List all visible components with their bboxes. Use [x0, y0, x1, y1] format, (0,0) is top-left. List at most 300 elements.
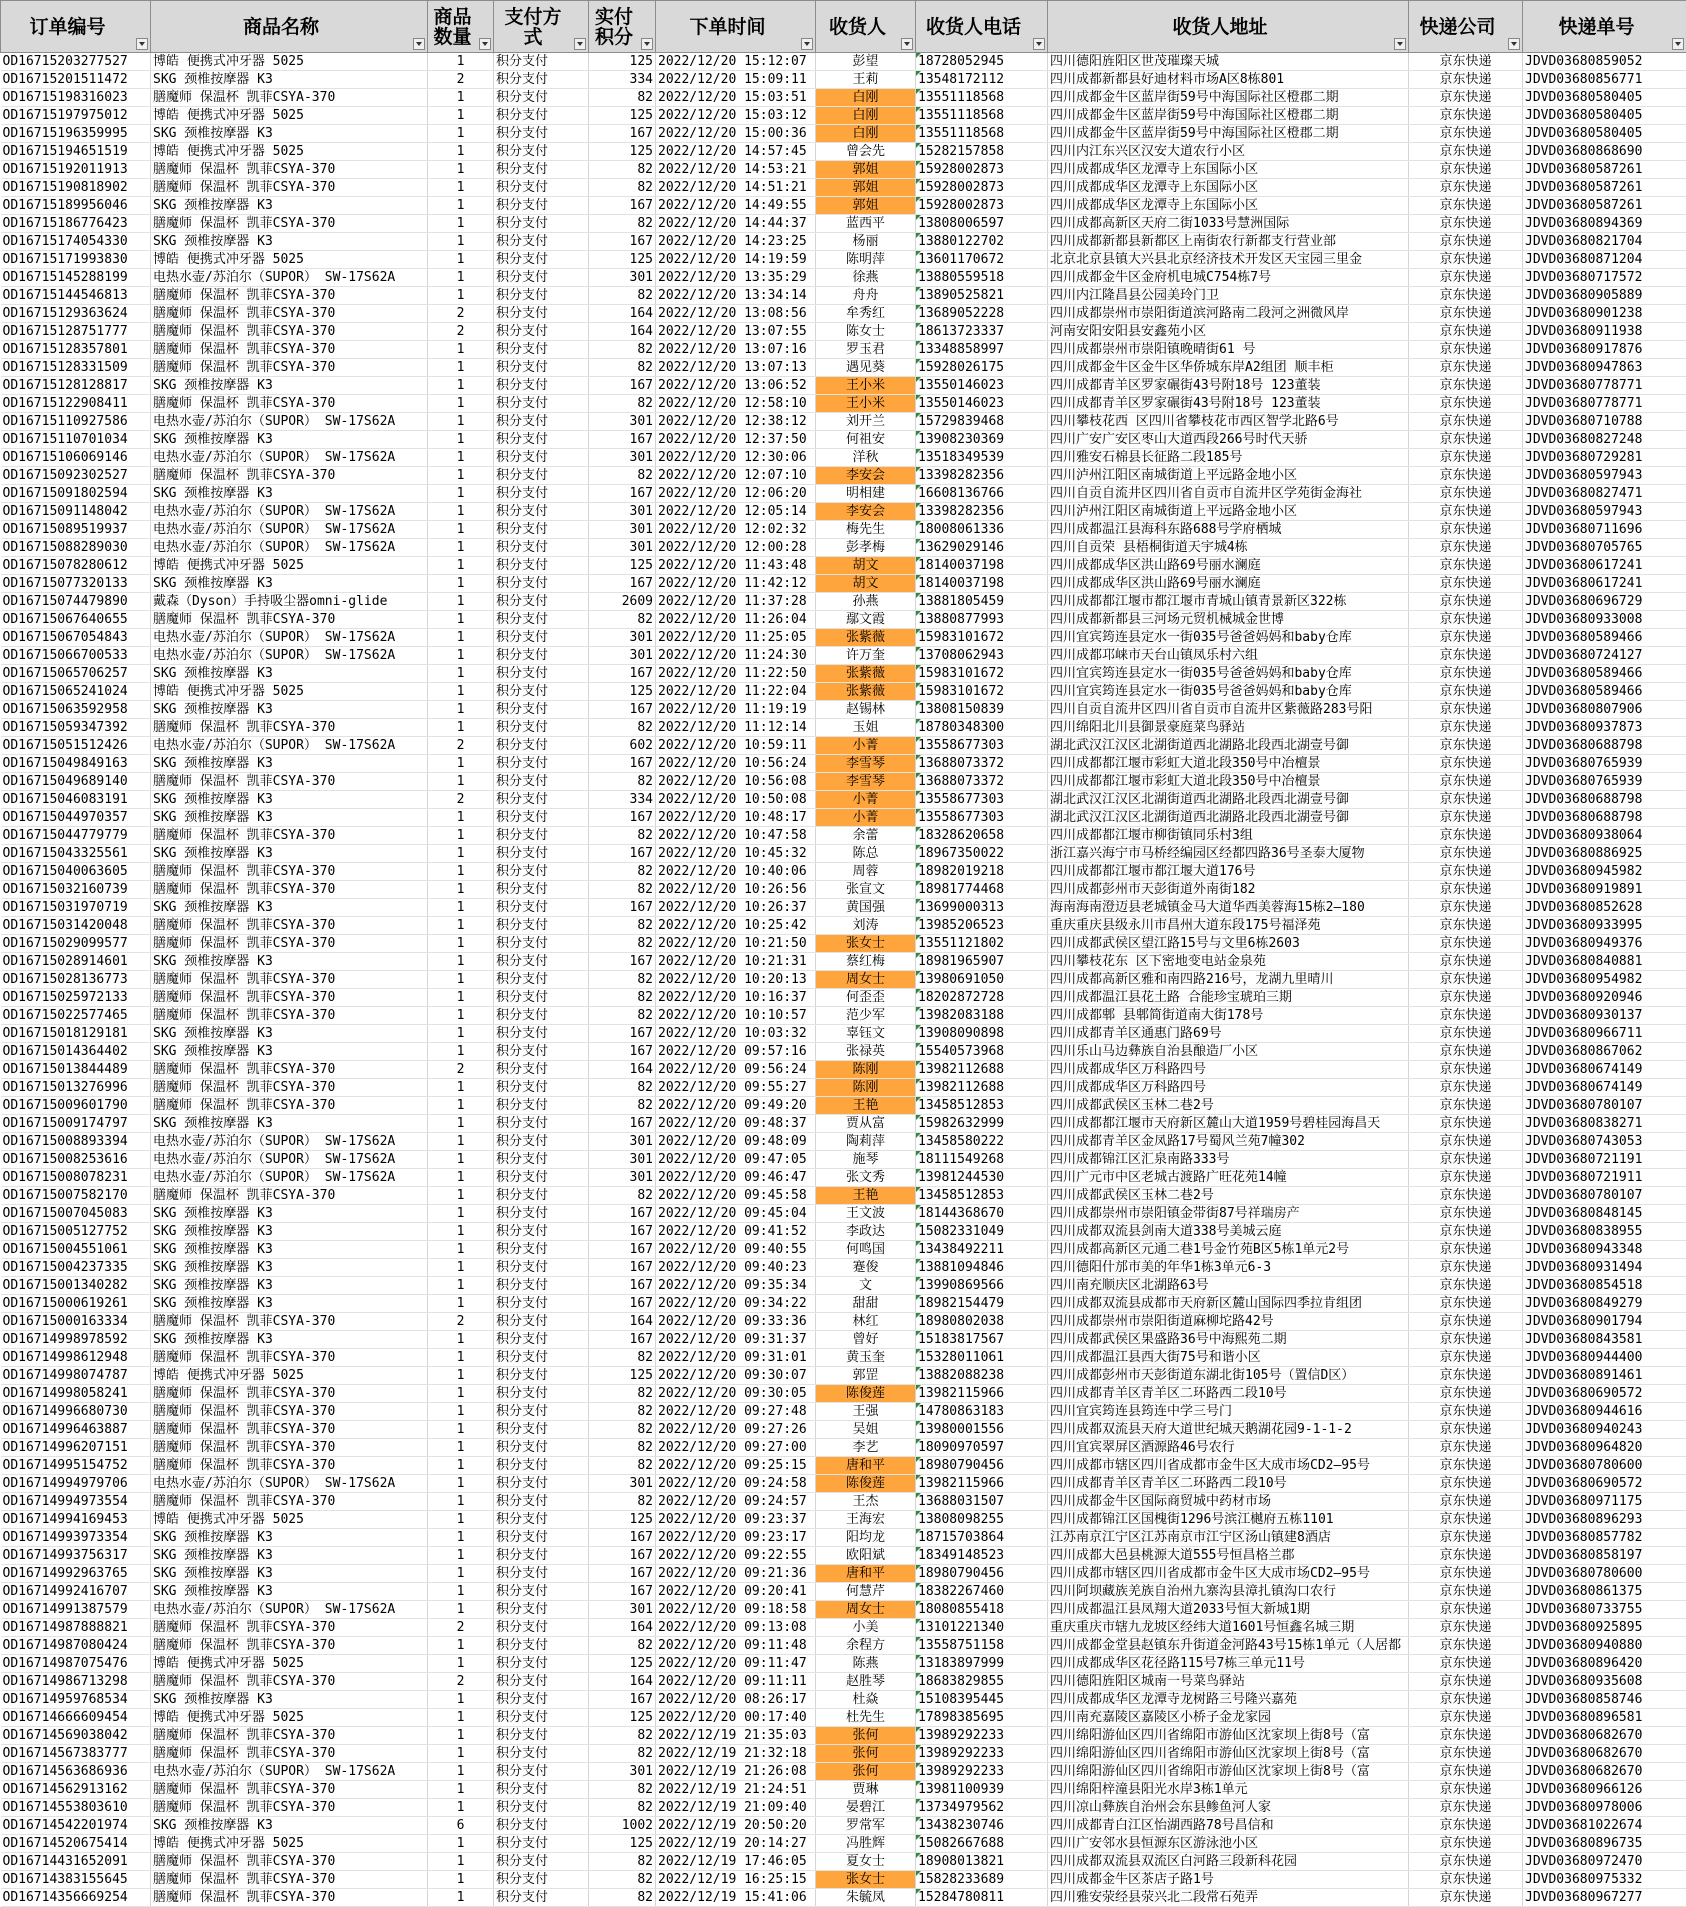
- points-cell[interactable]: 164: [589, 1619, 656, 1637]
- order-time-cell[interactable]: 2022/12/20 11:22:04: [656, 683, 816, 701]
- quantity-cell[interactable]: 1: [428, 1133, 494, 1151]
- quantity-cell[interactable]: 2: [428, 1313, 494, 1331]
- order-time-cell[interactable]: 2022/12/20 15:03:51: [656, 89, 816, 107]
- order-time-cell[interactable]: 2022/12/20 09:31:01: [656, 1349, 816, 1367]
- courier-cell[interactable]: 京东快递: [1409, 1493, 1523, 1511]
- product-name-cell[interactable]: 膳魔师 保温杯 凯菲CSYA-370: [151, 359, 428, 377]
- tracking-number-cell[interactable]: JDVD03680937873: [1523, 719, 1686, 737]
- address-cell[interactable]: 四川德阳旌阳区世茂璀璨天城: [1048, 53, 1409, 71]
- recipient-cell[interactable]: 何祖安: [816, 431, 916, 449]
- address-cell[interactable]: 四川成都都江堰市都江堰大道176号: [1048, 863, 1409, 881]
- order-time-cell[interactable]: 2022/12/19 21:32:18: [656, 1745, 816, 1763]
- tracking-number-cell[interactable]: JDVD03680597943: [1523, 467, 1686, 485]
- points-cell[interactable]: 301: [589, 1475, 656, 1493]
- quantity-cell[interactable]: 2: [428, 1619, 494, 1637]
- payment-method-cell[interactable]: 积分支付: [494, 1601, 589, 1619]
- quantity-cell[interactable]: 1: [428, 989, 494, 1007]
- order-id-cell[interactable]: OD16715129363624: [1, 305, 151, 323]
- quantity-cell[interactable]: 1: [428, 1799, 494, 1817]
- tracking-number-cell[interactable]: JDVD03680682670: [1523, 1727, 1686, 1745]
- address-cell[interactable]: 四川雅安荥经县荥兴北二段常石苑弄: [1048, 1889, 1409, 1907]
- quantity-cell[interactable]: 1: [428, 1727, 494, 1745]
- product-name-cell[interactable]: SKG 颈椎按摩器 K3: [151, 575, 428, 593]
- phone-cell[interactable]: 13980691050: [916, 971, 1048, 989]
- points-cell[interactable]: 167: [589, 1259, 656, 1277]
- product-name-cell[interactable]: SKG 颈椎按摩器 K3: [151, 755, 428, 773]
- points-cell[interactable]: 301: [589, 269, 656, 287]
- address-cell[interactable]: 四川宜宾筠连县定水一街035号爸爸妈妈和baby仓库: [1048, 683, 1409, 701]
- address-cell[interactable]: 四川成都崇州市崇阳街道麻柳坨路42号: [1048, 1313, 1409, 1331]
- payment-method-cell[interactable]: 积分支付: [494, 1133, 589, 1151]
- address-cell[interactable]: 四川宜宾筠连县定水一街035号爸爸妈妈和baby仓库: [1048, 665, 1409, 683]
- recipient-cell[interactable]: 贾从富: [816, 1115, 916, 1133]
- quantity-cell[interactable]: 1: [428, 359, 494, 377]
- recipient-cell[interactable]: 何鸣国: [816, 1241, 916, 1259]
- phone-cell[interactable]: 15540573968: [916, 1043, 1048, 1061]
- tracking-number-cell[interactable]: JDVD03680674149: [1523, 1061, 1686, 1079]
- order-id-cell[interactable]: OD16714666609454: [1, 1709, 151, 1727]
- quantity-cell[interactable]: 1: [428, 1493, 494, 1511]
- payment-method-cell[interactable]: 积分支付: [494, 1457, 589, 1475]
- address-cell[interactable]: 四川自贡自流井区四川省自贡市自流井区学苑街金海社: [1048, 485, 1409, 503]
- order-id-cell[interactable]: OD16715005127752: [1, 1223, 151, 1241]
- phone-cell[interactable]: 13908090898: [916, 1025, 1048, 1043]
- quantity-cell[interactable]: 1: [428, 1421, 494, 1439]
- address-cell[interactable]: 四川成都成华区龙潭寺上东国际小区: [1048, 179, 1409, 197]
- payment-method-cell[interactable]: 积分支付: [494, 1331, 589, 1349]
- points-cell[interactable]: 125: [589, 1367, 656, 1385]
- order-id-cell[interactable]: OD16715194651519: [1, 143, 151, 161]
- order-id-cell[interactable]: OD16715008893394: [1, 1133, 151, 1151]
- order-time-cell[interactable]: 2022/12/20 09:24:58: [656, 1475, 816, 1493]
- payment-method-cell[interactable]: 积分支付: [494, 1169, 589, 1187]
- address-cell[interactable]: 四川成都成华区龙潭寺上东国际小区: [1048, 161, 1409, 179]
- product-name-cell[interactable]: SKG 颈椎按摩器 K3: [151, 665, 428, 683]
- tracking-number-cell[interactable]: JDVD03680944616: [1523, 1403, 1686, 1421]
- recipient-cell[interactable]: 周女士: [816, 971, 916, 989]
- product-name-cell[interactable]: SKG 颈椎按摩器 K3: [151, 1259, 428, 1277]
- address-cell[interactable]: 四川德阳旌阳区城南一号菜鸟驿站: [1048, 1673, 1409, 1691]
- courier-cell[interactable]: 京东快递: [1409, 1457, 1523, 1475]
- recipient-cell[interactable]: 李政达: [816, 1223, 916, 1241]
- quantity-cell[interactable]: 1: [428, 575, 494, 593]
- payment-method-cell[interactable]: 积分支付: [494, 449, 589, 467]
- product-name-cell[interactable]: 膳魔师 保温杯 凯菲CSYA-370: [151, 179, 428, 197]
- address-cell[interactable]: 重庆重庆县级永川市昌州大道东段175号福泽苑: [1048, 917, 1409, 935]
- product-name-cell[interactable]: SKG 颈椎按摩器 K3: [151, 791, 428, 809]
- courier-cell[interactable]: 京东快递: [1409, 845, 1523, 863]
- quantity-cell[interactable]: 1: [428, 1403, 494, 1421]
- recipient-cell[interactable]: 刘涛: [816, 917, 916, 935]
- payment-method-cell[interactable]: 积分支付: [494, 431, 589, 449]
- phone-cell[interactable]: 13982112688: [916, 1079, 1048, 1097]
- order-time-cell[interactable]: 2022/12/19 21:26:08: [656, 1763, 816, 1781]
- courier-cell[interactable]: 京东快递: [1409, 1367, 1523, 1385]
- quantity-cell[interactable]: 1: [428, 1583, 494, 1601]
- quantity-cell[interactable]: 1: [428, 251, 494, 269]
- payment-method-cell[interactable]: 积分支付: [494, 359, 589, 377]
- header-recipient-address[interactable]: 收货人地址: [1048, 1, 1409, 53]
- address-cell[interactable]: 四川成都金牛区蓝岸街59号中海国际社区橙郡二期: [1048, 125, 1409, 143]
- address-cell[interactable]: 四川成都高新区雅和南四路216号，龙湖九里晴川: [1048, 971, 1409, 989]
- courier-cell[interactable]: 京东快递: [1409, 71, 1523, 89]
- phone-cell[interactable]: 13398282356: [916, 503, 1048, 521]
- tracking-number-cell[interactable]: JDVD03681022674: [1523, 1817, 1686, 1835]
- address-cell[interactable]: 四川成都金牛区金府机电城C754栋7号: [1048, 269, 1409, 287]
- recipient-cell[interactable]: 白刚: [816, 89, 916, 107]
- payment-method-cell[interactable]: 积分支付: [494, 575, 589, 593]
- order-id-cell[interactable]: OD16715171993830: [1, 251, 151, 269]
- tracking-number-cell[interactable]: JDVD03680765939: [1523, 773, 1686, 791]
- payment-method-cell[interactable]: 积分支付: [494, 1259, 589, 1277]
- quantity-cell[interactable]: 2: [428, 1673, 494, 1691]
- recipient-cell[interactable]: 张紫薇: [816, 683, 916, 701]
- payment-method-cell[interactable]: 积分支付: [494, 1187, 589, 1205]
- points-cell[interactable]: 167: [589, 1241, 656, 1259]
- points-cell[interactable]: 82: [589, 1745, 656, 1763]
- phone-cell[interactable]: 15983101672: [916, 683, 1048, 701]
- order-id-cell[interactable]: OD16715088289030: [1, 539, 151, 557]
- recipient-cell[interactable]: 何歪歪: [816, 989, 916, 1007]
- recipient-cell[interactable]: 曾好: [816, 1331, 916, 1349]
- recipient-cell[interactable]: 明相建: [816, 485, 916, 503]
- order-time-cell[interactable]: 2022/12/20 13:07:16: [656, 341, 816, 359]
- order-time-cell[interactable]: 2022/12/20 10:21:50: [656, 935, 816, 953]
- product-name-cell[interactable]: 膳魔师 保温杯 凯菲CSYA-370: [151, 323, 428, 341]
- address-cell[interactable]: 四川成都新都县三河场元贸机械城金世博: [1048, 611, 1409, 629]
- points-cell[interactable]: 82: [589, 179, 656, 197]
- phone-cell[interactable]: 13908230369: [916, 431, 1048, 449]
- recipient-cell[interactable]: 小菁: [816, 737, 916, 755]
- courier-cell[interactable]: 京东快递: [1409, 611, 1523, 629]
- address-cell[interactable]: 四川成都青羊区青羊区二环路西二段10号: [1048, 1475, 1409, 1493]
- header-recipient[interactable]: 收货人: [816, 1, 916, 53]
- address-cell[interactable]: 四川成都金牛区蓝岸街59号中海国际社区橙郡二期: [1048, 89, 1409, 107]
- quantity-cell[interactable]: 1: [428, 485, 494, 503]
- points-cell[interactable]: 125: [589, 107, 656, 125]
- recipient-cell[interactable]: 杜先生: [816, 1709, 916, 1727]
- points-cell[interactable]: 82: [589, 1799, 656, 1817]
- address-cell[interactable]: 四川成都武侯区玉林二巷2号: [1048, 1187, 1409, 1205]
- phone-cell[interactable]: 13880122702: [916, 233, 1048, 251]
- phone-cell[interactable]: 13982115966: [916, 1385, 1048, 1403]
- points-cell[interactable]: 82: [589, 989, 656, 1007]
- phone-cell[interactable]: 13980001556: [916, 1421, 1048, 1439]
- product-name-cell[interactable]: 电热水壶/苏泊尔（SUPOR） SW-17S62A: [151, 413, 428, 431]
- tracking-number-cell[interactable]: JDVD03680688798: [1523, 791, 1686, 809]
- quantity-cell[interactable]: 1: [428, 449, 494, 467]
- phone-cell[interactable]: 18613723337: [916, 323, 1048, 341]
- courier-cell[interactable]: 京东快递: [1409, 1169, 1523, 1187]
- product-name-cell[interactable]: 膳魔师 保温杯 凯菲CSYA-370: [151, 1781, 428, 1799]
- order-time-cell[interactable]: 2022/12/20 09:47:05: [656, 1151, 816, 1169]
- courier-cell[interactable]: 京东快递: [1409, 485, 1523, 503]
- address-cell[interactable]: 四川成都郫 县郫简街道南大街178号: [1048, 1007, 1409, 1025]
- address-cell[interactable]: 四川绵阳梓潼县阳光水岸3栋1单元: [1048, 1781, 1409, 1799]
- product-name-cell[interactable]: SKG 颈椎按摩器 K3: [151, 197, 428, 215]
- address-cell[interactable]: 四川成都青羊区通惠门路69号: [1048, 1025, 1409, 1043]
- address-cell[interactable]: 四川绵阳游仙区四川省绵阳市游仙区沈家坝上街8号（富: [1048, 1745, 1409, 1763]
- order-time-cell[interactable]: 2022/12/20 12:05:14: [656, 503, 816, 521]
- tracking-number-cell[interactable]: JDVD03680778771: [1523, 395, 1686, 413]
- recipient-cell[interactable]: 晏碧江: [816, 1799, 916, 1817]
- courier-cell[interactable]: 京东快递: [1409, 1763, 1523, 1781]
- order-time-cell[interactable]: 2022/12/20 09:56:24: [656, 1061, 816, 1079]
- address-cell[interactable]: 四川广元市中区老城古渡路广旺花苑14幢: [1048, 1169, 1409, 1187]
- product-name-cell[interactable]: 膳魔师 保温杯 凯菲CSYA-370: [151, 773, 428, 791]
- recipient-cell[interactable]: 蓝西平: [816, 215, 916, 233]
- phone-cell[interactable]: 13882088238: [916, 1367, 1048, 1385]
- points-cell[interactable]: 167: [589, 1565, 656, 1583]
- courier-cell[interactable]: 京东快递: [1409, 1259, 1523, 1277]
- quantity-cell[interactable]: 1: [428, 1187, 494, 1205]
- product-name-cell[interactable]: SKG 颈椎按摩器 K3: [151, 1115, 428, 1133]
- phone-cell[interactable]: 18144368670: [916, 1205, 1048, 1223]
- phone-cell[interactable]: 14780863183: [916, 1403, 1048, 1421]
- quantity-cell[interactable]: 1: [428, 1205, 494, 1223]
- recipient-cell[interactable]: 陈女士: [816, 323, 916, 341]
- phone-cell[interactable]: 15928026175: [916, 359, 1048, 377]
- product-name-cell[interactable]: 膳魔师 保温杯 凯菲CSYA-370: [151, 1403, 428, 1421]
- payment-method-cell[interactable]: 积分支付: [494, 1763, 589, 1781]
- tracking-number-cell[interactable]: JDVD03680967277: [1523, 1889, 1686, 1907]
- phone-cell[interactable]: 13629029146: [916, 539, 1048, 557]
- order-time-cell[interactable]: 2022/12/20 11:22:50: [656, 665, 816, 683]
- recipient-cell[interactable]: 陈明萍: [816, 251, 916, 269]
- phone-cell[interactable]: 18728052945: [916, 53, 1048, 71]
- order-time-cell[interactable]: 2022/12/20 09:27:26: [656, 1421, 816, 1439]
- address-cell[interactable]: 四川成都成华区花径路115号7栋三单元11号: [1048, 1655, 1409, 1673]
- order-time-cell[interactable]: 2022/12/20 09:40:23: [656, 1259, 816, 1277]
- tracking-number-cell[interactable]: JDVD03680827248: [1523, 431, 1686, 449]
- order-id-cell[interactable]: OD16715192011913: [1, 161, 151, 179]
- product-name-cell[interactable]: 博皓 便携式冲牙器 5025: [151, 557, 428, 575]
- order-time-cell[interactable]: 2022/12/20 12:30:06: [656, 449, 816, 467]
- recipient-cell[interactable]: 小美: [816, 1619, 916, 1637]
- points-cell[interactable]: 82: [589, 359, 656, 377]
- quantity-cell[interactable]: 1: [428, 1457, 494, 1475]
- order-id-cell[interactable]: OD16715144546813: [1, 287, 151, 305]
- points-cell[interactable]: 82: [589, 1889, 656, 1907]
- recipient-cell[interactable]: 牟秀红: [816, 305, 916, 323]
- quantity-cell[interactable]: 1: [428, 1079, 494, 1097]
- recipient-cell[interactable]: 何慧芹: [816, 1583, 916, 1601]
- product-name-cell[interactable]: 博皓 便携式冲牙器 5025: [151, 1835, 428, 1853]
- order-id-cell[interactable]: OD16715089519937: [1, 521, 151, 539]
- phone-cell[interactable]: 18008061336: [916, 521, 1048, 539]
- quantity-cell[interactable]: 1: [428, 53, 494, 71]
- payment-method-cell[interactable]: 积分支付: [494, 1637, 589, 1655]
- product-name-cell[interactable]: SKG 颈椎按摩器 K3: [151, 1025, 428, 1043]
- recipient-cell[interactable]: 陈燕: [816, 1655, 916, 1673]
- tracking-number-cell[interactable]: JDVD03680821704: [1523, 233, 1686, 251]
- points-cell[interactable]: 167: [589, 1529, 656, 1547]
- quantity-cell[interactable]: 1: [428, 719, 494, 737]
- courier-cell[interactable]: 京东快递: [1409, 1691, 1523, 1709]
- points-cell[interactable]: 301: [589, 1133, 656, 1151]
- product-name-cell[interactable]: SKG 颈椎按摩器 K3: [151, 899, 428, 917]
- courier-cell[interactable]: 京东快递: [1409, 1439, 1523, 1457]
- payment-method-cell[interactable]: 积分支付: [494, 1475, 589, 1493]
- order-id-cell[interactable]: OD16714998058241: [1, 1385, 151, 1403]
- points-cell[interactable]: 301: [589, 1763, 656, 1781]
- points-cell[interactable]: 82: [589, 1421, 656, 1439]
- address-cell[interactable]: 四川成都高新区天府二街1033号慧洲国际: [1048, 215, 1409, 233]
- payment-method-cell[interactable]: 积分支付: [494, 467, 589, 485]
- courier-cell[interactable]: 京东快递: [1409, 683, 1523, 701]
- phone-cell[interactable]: 18080855418: [916, 1601, 1048, 1619]
- order-id-cell[interactable]: OD16714995154752: [1, 1457, 151, 1475]
- phone-cell[interactable]: 13708062943: [916, 647, 1048, 665]
- product-name-cell[interactable]: 博皓 便携式冲牙器 5025: [151, 143, 428, 161]
- tracking-number-cell[interactable]: JDVD03680733755: [1523, 1601, 1686, 1619]
- order-time-cell[interactable]: 2022/12/20 14:23:25: [656, 233, 816, 251]
- order-time-cell[interactable]: 2022/12/20 09:41:52: [656, 1223, 816, 1241]
- tracking-number-cell[interactable]: JDVD03680597943: [1523, 503, 1686, 521]
- product-name-cell[interactable]: 膳魔师 保温杯 凯菲CSYA-370: [151, 989, 428, 1007]
- order-id-cell[interactable]: OD16715196359995: [1, 125, 151, 143]
- product-name-cell[interactable]: SKG 颈椎按摩器 K3: [151, 1691, 428, 1709]
- order-id-cell[interactable]: OD16715028136773: [1, 971, 151, 989]
- tracking-number-cell[interactable]: JDVD03680940880: [1523, 1637, 1686, 1655]
- product-name-cell[interactable]: 膳魔师 保温杯 凯菲CSYA-370: [151, 1439, 428, 1457]
- address-cell[interactable]: 四川成都双流县成都市天府新区麓山国际四季拉肯组团: [1048, 1295, 1409, 1313]
- order-id-cell[interactable]: OD16715063592958: [1, 701, 151, 719]
- courier-cell[interactable]: 京东快递: [1409, 503, 1523, 521]
- address-cell[interactable]: 四川成都青羊区罗家碾街43号附18号 123董装: [1048, 395, 1409, 413]
- filter-dropdown-icon[interactable]: [479, 38, 491, 50]
- tracking-number-cell[interactable]: JDVD03680867062: [1523, 1043, 1686, 1061]
- product-name-cell[interactable]: 膳魔师 保温杯 凯菲CSYA-370: [151, 611, 428, 629]
- points-cell[interactable]: 82: [589, 1493, 656, 1511]
- tracking-number-cell[interactable]: JDVD03680589466: [1523, 683, 1686, 701]
- recipient-cell[interactable]: 王强: [816, 1403, 916, 1421]
- address-cell[interactable]: 四川成都双流县双流区白河路三段新科花园: [1048, 1853, 1409, 1871]
- order-time-cell[interactable]: 2022/12/20 10:48:17: [656, 809, 816, 827]
- payment-method-cell[interactable]: 积分支付: [494, 107, 589, 125]
- points-cell[interactable]: 2609: [589, 593, 656, 611]
- recipient-cell[interactable]: 赵锡林: [816, 701, 916, 719]
- order-id-cell[interactable]: OD16714987075476: [1, 1655, 151, 1673]
- quantity-cell[interactable]: 1: [428, 1529, 494, 1547]
- courier-cell[interactable]: 京东快递: [1409, 737, 1523, 755]
- tracking-number-cell[interactable]: JDVD03680838955: [1523, 1223, 1686, 1241]
- phone-cell[interactable]: 18967350022: [916, 845, 1048, 863]
- filter-dropdown-icon[interactable]: [901, 38, 913, 50]
- payment-method-cell[interactable]: 积分支付: [494, 1565, 589, 1583]
- courier-cell[interactable]: 京东快递: [1409, 1709, 1523, 1727]
- points-cell[interactable]: 167: [589, 575, 656, 593]
- order-time-cell[interactable]: 2022/12/20 12:58:10: [656, 395, 816, 413]
- phone-cell[interactable]: 13982083188: [916, 1007, 1048, 1025]
- order-id-cell[interactable]: OD16715044970357: [1, 809, 151, 827]
- order-id-cell[interactable]: OD16715029099577: [1, 935, 151, 953]
- courier-cell[interactable]: 京东快递: [1409, 1565, 1523, 1583]
- order-id-cell[interactable]: OD16715106069146: [1, 449, 151, 467]
- courier-cell[interactable]: 京东快递: [1409, 1241, 1523, 1259]
- order-time-cell[interactable]: 2022/12/20 10:16:37: [656, 989, 816, 1007]
- phone-cell[interactable]: 15928002873: [916, 197, 1048, 215]
- address-cell[interactable]: 重庆重庆市辖九龙坡区经纬大道1601号恒鑫名城三期: [1048, 1619, 1409, 1637]
- tracking-number-cell[interactable]: JDVD03680690572: [1523, 1385, 1686, 1403]
- address-cell[interactable]: 四川成都温江县海科东路688号学府栖城: [1048, 521, 1409, 539]
- recipient-cell[interactable]: 鄢文霞: [816, 611, 916, 629]
- payment-method-cell[interactable]: 积分支付: [494, 1529, 589, 1547]
- address-cell[interactable]: 四川内江东兴区汉安大道农行小区: [1048, 143, 1409, 161]
- order-id-cell[interactable]: OD16714996463887: [1, 1421, 151, 1439]
- payment-method-cell[interactable]: 积分支付: [494, 1655, 589, 1673]
- payment-method-cell[interactable]: 积分支付: [494, 557, 589, 575]
- courier-cell[interactable]: 京东快递: [1409, 665, 1523, 683]
- tracking-number-cell[interactable]: JDVD03680891461: [1523, 1367, 1686, 1385]
- courier-cell[interactable]: 京东快递: [1409, 53, 1523, 71]
- quantity-cell[interactable]: 1: [428, 1853, 494, 1871]
- tracking-number-cell[interactable]: JDVD03680861375: [1523, 1583, 1686, 1601]
- order-id-cell[interactable]: OD16715004237335: [1, 1259, 151, 1277]
- points-cell[interactable]: 82: [589, 1439, 656, 1457]
- recipient-cell[interactable]: 余蕾: [816, 827, 916, 845]
- order-time-cell[interactable]: 2022/12/20 10:26:37: [656, 899, 816, 917]
- courier-cell[interactable]: 京东快递: [1409, 1871, 1523, 1889]
- address-cell[interactable]: 四川凉山彝族自治州会东县鲹鱼河人家: [1048, 1799, 1409, 1817]
- courier-cell[interactable]: 京东快递: [1409, 1835, 1523, 1853]
- quantity-cell[interactable]: 1: [428, 809, 494, 827]
- product-name-cell[interactable]: SKG 颈椎按摩器 K3: [151, 1583, 428, 1601]
- payment-method-cell[interactable]: 积分支付: [494, 629, 589, 647]
- order-id-cell[interactable]: OD16715198316023: [1, 89, 151, 107]
- product-name-cell[interactable]: SKG 颈椎按摩器 K3: [151, 71, 428, 89]
- address-cell[interactable]: 四川成都金牛区国际商贸城中药材市场: [1048, 1493, 1409, 1511]
- order-id-cell[interactable]: OD16714569038042: [1, 1727, 151, 1745]
- quantity-cell[interactable]: 1: [428, 557, 494, 575]
- payment-method-cell[interactable]: 积分支付: [494, 971, 589, 989]
- payment-method-cell[interactable]: 积分支付: [494, 827, 589, 845]
- recipient-cell[interactable]: 林红: [816, 1313, 916, 1331]
- tracking-number-cell[interactable]: JDVD03680935608: [1523, 1673, 1686, 1691]
- points-cell[interactable]: 82: [589, 395, 656, 413]
- phone-cell[interactable]: 13734979562: [916, 1799, 1048, 1817]
- order-time-cell[interactable]: 2022/12/20 09:11:48: [656, 1637, 816, 1655]
- tracking-number-cell[interactable]: JDVD03680580405: [1523, 107, 1686, 125]
- phone-cell[interactable]: 15828233689: [916, 1871, 1048, 1889]
- quantity-cell[interactable]: 1: [428, 197, 494, 215]
- tracking-number-cell[interactable]: JDVD03680587261: [1523, 179, 1686, 197]
- recipient-cell[interactable]: 施琴: [816, 1151, 916, 1169]
- quantity-cell[interactable]: 1: [428, 1745, 494, 1763]
- product-name-cell[interactable]: 电热水壶/苏泊尔（SUPOR） SW-17S62A: [151, 449, 428, 467]
- product-name-cell[interactable]: SKG 颈椎按摩器 K3: [151, 1547, 428, 1565]
- payment-method-cell[interactable]: 积分支付: [494, 485, 589, 503]
- product-name-cell[interactable]: 膳魔师 保温杯 凯菲CSYA-370: [151, 1889, 428, 1907]
- product-name-cell[interactable]: 电热水壶/苏泊尔（SUPOR） SW-17S62A: [151, 629, 428, 647]
- courier-cell[interactable]: 京东快递: [1409, 1511, 1523, 1529]
- quantity-cell[interactable]: 1: [428, 503, 494, 521]
- phone-cell[interactable]: 18980790456: [916, 1457, 1048, 1475]
- address-cell[interactable]: 四川乐山马边彝族自治县酿造厂小区: [1048, 1043, 1409, 1061]
- order-id-cell[interactable]: OD16715000163334: [1, 1313, 151, 1331]
- quantity-cell[interactable]: 1: [428, 1637, 494, 1655]
- points-cell[interactable]: 164: [589, 1061, 656, 1079]
- payment-method-cell[interactable]: 积分支付: [494, 1277, 589, 1295]
- points-cell[interactable]: 125: [589, 1511, 656, 1529]
- order-id-cell[interactable]: OD16715013276996: [1, 1079, 151, 1097]
- courier-cell[interactable]: 京东快递: [1409, 305, 1523, 323]
- order-time-cell[interactable]: 2022/12/20 11:19:19: [656, 701, 816, 719]
- courier-cell[interactable]: 京东快递: [1409, 1331, 1523, 1349]
- recipient-cell[interactable]: 杜焱: [816, 1691, 916, 1709]
- order-time-cell[interactable]: 2022/12/20 10:59:11: [656, 737, 816, 755]
- courier-cell[interactable]: 京东快递: [1409, 809, 1523, 827]
